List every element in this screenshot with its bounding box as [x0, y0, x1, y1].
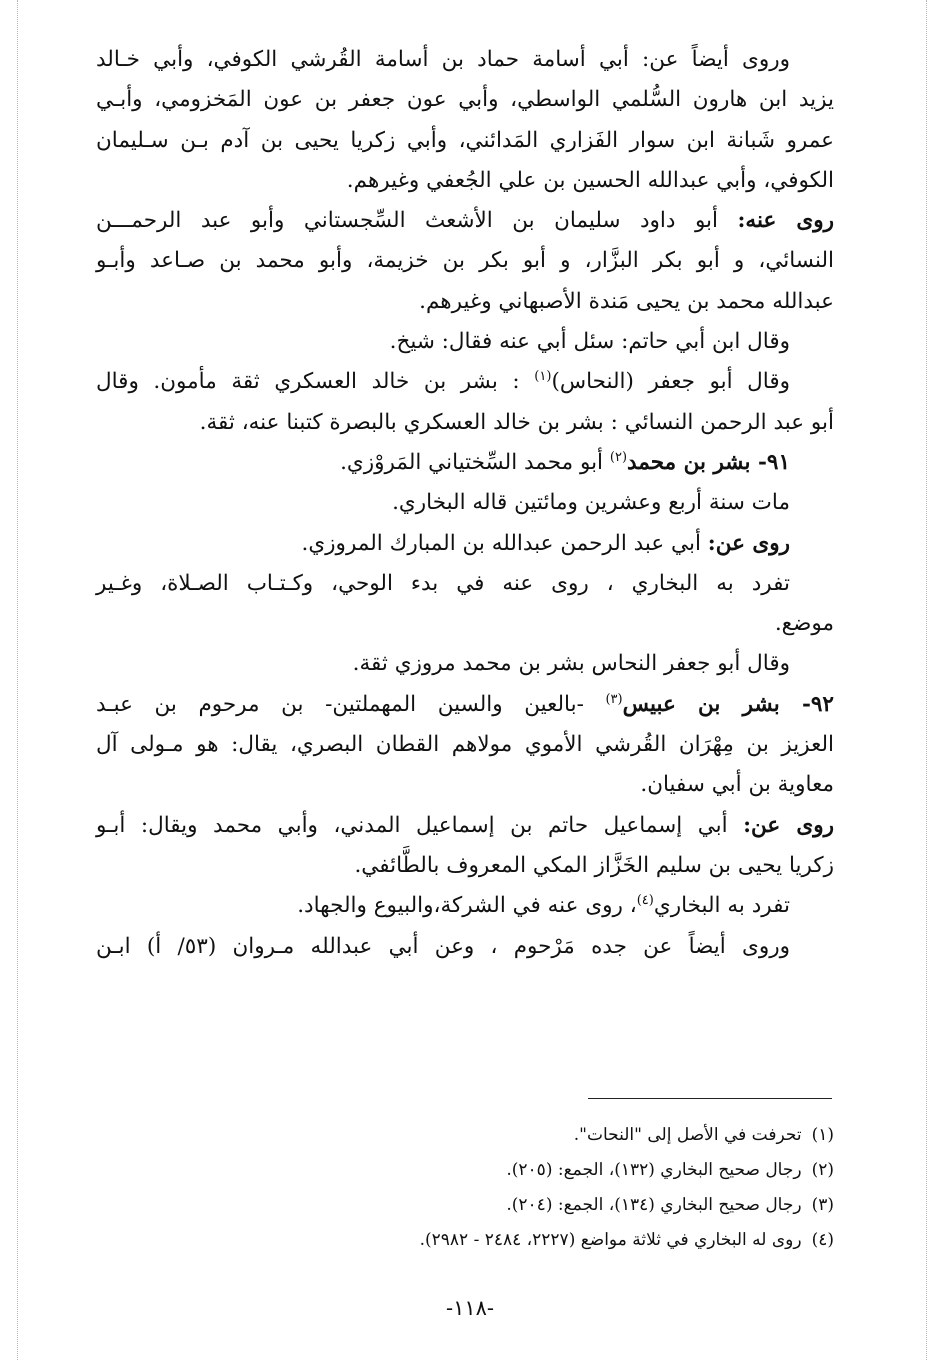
rawa-anhu-label: روى عنه: — [737, 208, 835, 234]
footnote-ref-2: (٢) — [609, 449, 628, 465]
footnote-text: روى له البخاري في ثلاثة مواضع (٢٢٢٧، ٢٤٨٤ - ٢٩٨٢). — [419, 1230, 802, 1250]
rawa-an-label: روى عن: — [743, 812, 834, 838]
text-line: زكريا يحيى بن سليم الخَزَّاز المكي المعروف بالطَّائفي. — [354, 852, 834, 878]
text-line: النسائي، و أبو بكر البزَّار، و أبو بكر بن خزيمة، وأبو محمد بن صـاعد وأبـو — [96, 248, 834, 274]
page-number: -١١٨- — [445, 1296, 495, 1320]
text-line: عمرو شَبانة ابن سوار الفَزاري المَدائني، وأبي زكريا يحيى بن آدم بـن سـليمان — [96, 127, 834, 153]
text-line: وقال أبو جعفر النحاس بشر بن محمد مروزي ثقة. — [352, 651, 790, 677]
text-line: الكوفي، وأبي عبدالله الحسين بن علي الجُعفي وغيرهم. — [346, 167, 834, 193]
text-line: موضع. — [774, 611, 834, 637]
entry-91-heading — [96, 443, 834, 483]
footnote-ref-3: (٣) — [605, 691, 623, 707]
entry-91-name: ٩١- بشر بن محمد — [627, 449, 790, 475]
text-line: عبدالله محمد بن يحيى مَندة الأصبهاني وغيرهم. — [419, 288, 834, 314]
scan-dotted-line-right — [926, 0, 927, 1360]
text-line: معاوية بن أبي سفيان. — [640, 772, 834, 798]
text-line: وروى أيضاً عن: أبي أسامة حماد بن أسامة القُرشي الكوفي، وأبي خـالد — [96, 47, 790, 72]
footnote-divider — [588, 1098, 832, 1099]
text-line: أبو عبد الرحمن النسائي : بشر بن خالد العسكري بالبصرة كتبنا عنه، ثقة. — [199, 409, 834, 435]
text-line: يزيد ابن هارون السُّلمي الواسطي، وأبي عون جعفر بن عون المَخزومي، وأبـي — [96, 87, 834, 113]
footnote-text: رجال صحيح البخاري (١٣٢)، الجمع: (٢٠٥). — [506, 1160, 802, 1180]
footnote-text: رجال صحيح البخاري (١٣٤)، الجمع: (٢٠٤). — [506, 1195, 802, 1215]
footnote-item — [150, 1153, 834, 1188]
footnote-number: (٢) — [811, 1160, 834, 1180]
footnote-item — [150, 1188, 834, 1223]
text-span: أبو داود سليمان بن الأشعث السِّجستاني وأبو عبد الرحمـــن — [96, 208, 719, 234]
text-line: وقال ابن أبي حاتم: سئل أبي عنه فقال: شيخ. — [389, 329, 790, 355]
text-line: العزيز بن مِهْرَان القُرشي الأموي مولاهم القطان البصري، يقال: هو مـولى آل — [96, 732, 834, 758]
text-line: مات سنة أربع وعشرين ومائتين قاله البخاري. — [392, 490, 790, 516]
text-span: أبو محمد السِّختياني المَروْزي. — [340, 449, 610, 475]
text-span: وقال أبو جعفر (النحاس) — [551, 369, 791, 395]
text-span: تفرد به البخاري — [653, 893, 790, 919]
text-span: ، روى عنه في الشركة،والبيوع والجهاد. — [297, 893, 637, 919]
text-line: تفرد به البخاري ، روى عنه في بدء الوحي، وكـتـاب الصـلاة، وغـير — [96, 570, 790, 596]
rawa-an-label: روى عن: — [707, 530, 790, 556]
footnote-number: (١) — [811, 1125, 834, 1145]
text-line: وروى أيضاً عن جده مَرْحوم ، وعن أبي عبدالله مـروان (٥٣/ أ) ابـن — [96, 933, 790, 959]
text-span: -بالعين والسين المهملتين- بن مرحوم بن عبـد — [96, 691, 606, 717]
main-text — [96, 40, 834, 967]
footnote-ref-4: (٤) — [636, 893, 654, 909]
footnote-number: (٤) — [811, 1230, 834, 1250]
entry-92-heading — [96, 685, 834, 725]
text-span: : بشر بن خالد العسكري ثقة مأمون. وقال — [96, 369, 535, 395]
text-line — [96, 362, 834, 402]
scan-dotted-line-left — [17, 0, 18, 1360]
footnote-ref-1: (١) — [534, 369, 552, 385]
footnote-text: تحرفت في الأصل إلى "النحات". — [573, 1125, 802, 1145]
footnote-item — [150, 1223, 834, 1258]
entry-92-name: ٩٢- بشر بن عبيس — [622, 691, 834, 717]
text-span: أبي إسماعيل حاتم بن إسماعيل المدني، وأبي محمد ويقال: أبـو — [96, 812, 744, 838]
footnote-item — [150, 1118, 834, 1153]
rawa-an-line — [96, 806, 834, 846]
footnotes — [150, 1118, 834, 1258]
text-span: أبي عبد الرحمن عبدالله بن المبارك المروزي. — [301, 530, 708, 556]
text-line — [96, 886, 834, 926]
rawa-anhu-line — [96, 201, 834, 241]
footnote-number: (٣) — [811, 1195, 834, 1215]
rawa-an-line — [96, 524, 834, 564]
